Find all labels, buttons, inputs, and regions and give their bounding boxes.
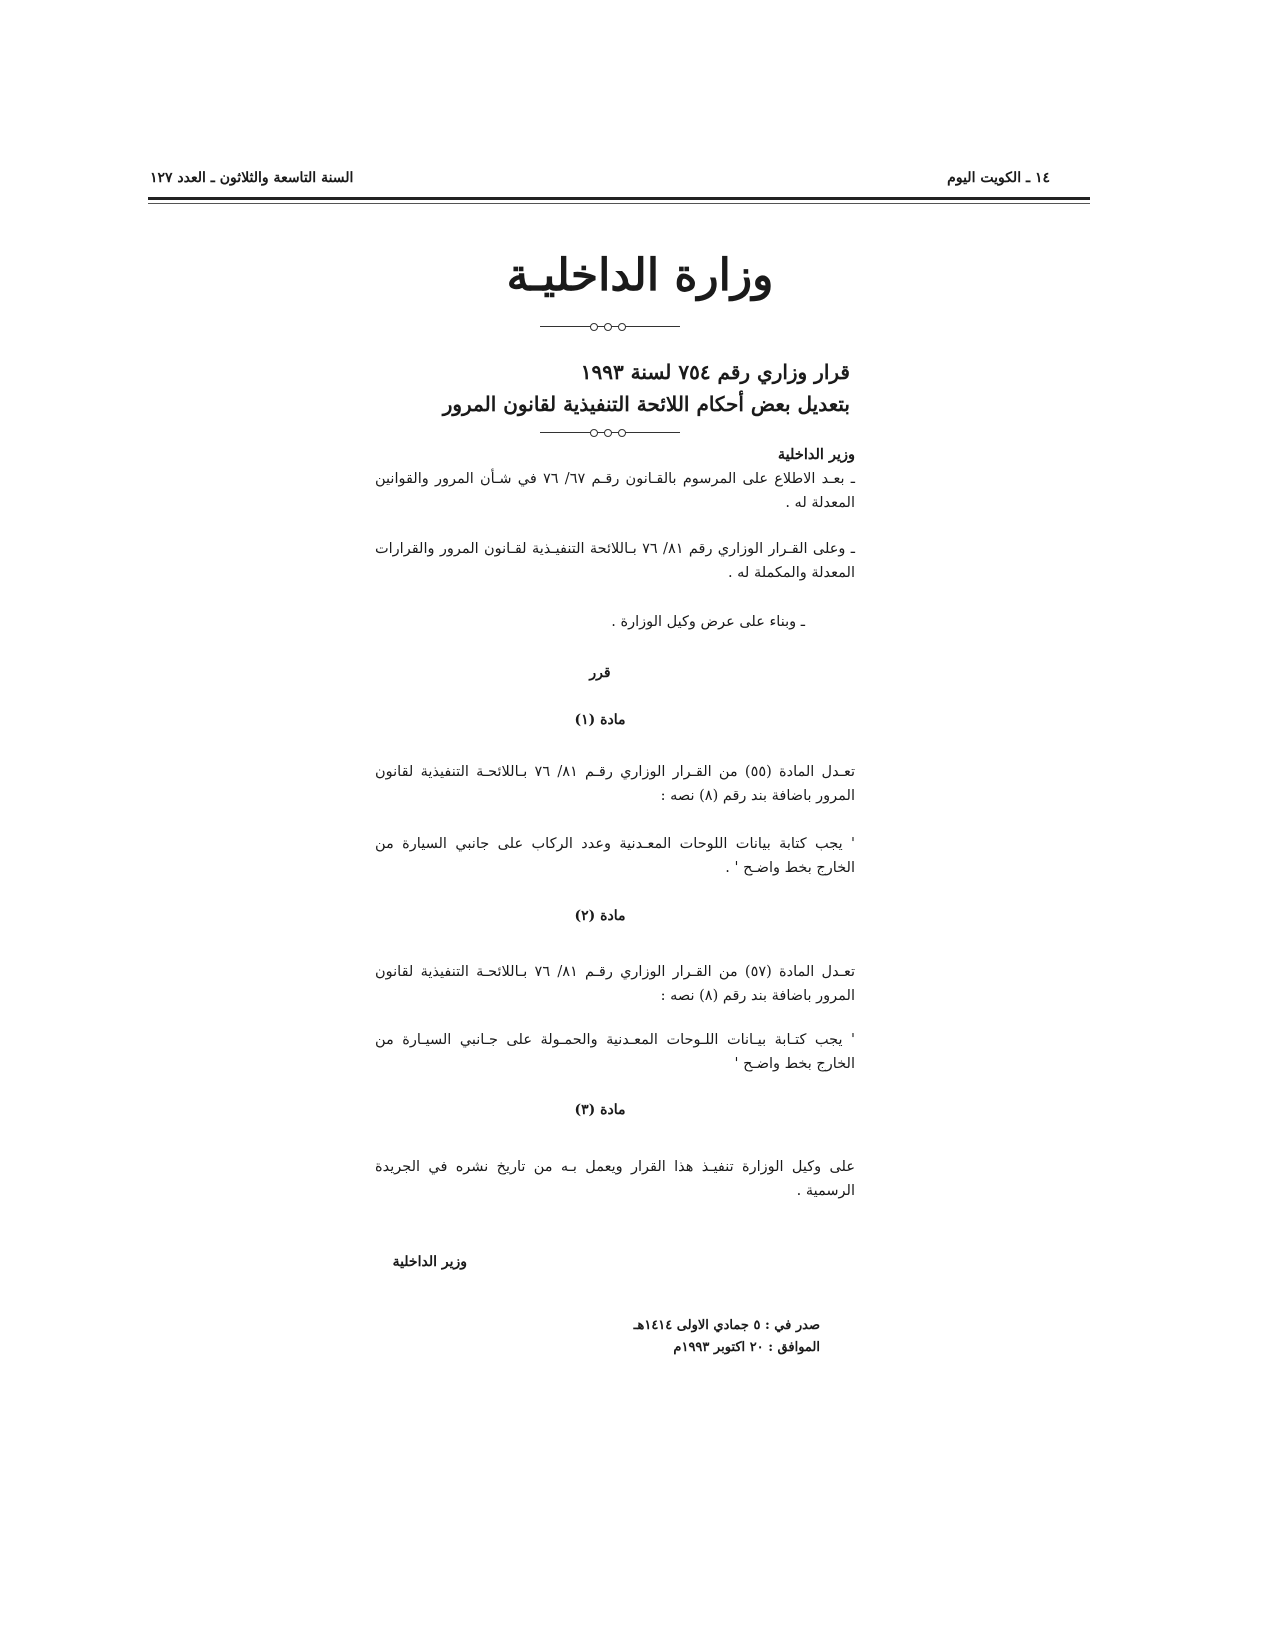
decided-heading: قرر [589,665,611,681]
article-1-quote: ' يجب كتابة بيانات اللوحات المعـدنية وعدد الركاب على جانبي السيارة من الخارج بخط واضـح ' . [375,836,855,876]
article-2-quote: ' يجب كتـابة بيـانات اللـوحات المعـدنية والحمـولة على جـانبي السيـارة من الخارج بخط واضـح ' [375,1032,855,1072]
header-rule [148,197,1090,200]
preamble-paragraph-1: ـ بعـد الاطلاع على المرسوم بالقـانون رقـم ٦٧/ ٧٦ في شـأن المرور والقوانين المعدلة له . [375,471,855,511]
signature-minister: وزير الداخلية [392,1254,467,1270]
header-rule-thin [148,203,1090,204]
preamble-minister: وزير الداخلية [777,446,855,463]
article-1-text: تعـدل المادة (٥٥) من القـرار الوزاري رقـم ٨١/ ٧٦ بـاللائحـة التنفيذية لقانون المرور باضافة بند رقم (٨) نصه : [375,764,855,804]
issued-gregorian-date: الموافق : ٢٠ اكتوبر ١٩٩٣م [673,1340,820,1355]
decision-subject: بتعديل بعض أحكام اللائحة التنفيذية لقانون المرور [442,392,850,416]
preamble-paragraph-3: ـ وبناء على عرض وكيل الوزارة . [611,614,805,630]
ministry-title: وزارة الداخليـة [506,250,774,301]
page-header-right: ١٤ ـ الكويت اليوم [947,170,1050,186]
article-2-text: تعـدل المادة (٥٧) من القـرار الوزاري رقـم ٨١/ ٧٦ بـاللائحـة التنفيذية لقانون المرور باضافة بند رقم (٨) نصه : [375,964,855,1004]
preamble-paragraph-2: ـ وعلى القـرار الوزاري رقم ٨١/ ٧٦ بـاللائحة التنفيـذية لقـانون المرور والقرارات المعدلة والمكملة له . [375,541,855,581]
decision-number: قرار وزاري رقم ٧٥٤ لسنة ١٩٩٣ [580,360,850,384]
article-3-text: على وكيل الوزارة تنفيـذ هذا القرار ويعمل بـه من تاريخ نشره في الجريدة الرسمية . [375,1159,855,1199]
issued-hijri-date: صدر في : ٥ جمادي الاولى ١٤١٤هـ [633,1318,820,1333]
page-header-left: السنة التاسعة والثلاثون ـ العدد ١٢٧ [150,170,354,186]
article-1-label: مادة (١) [574,712,626,728]
article-2-label: مادة (٢) [574,908,626,924]
article-3-label: مادة (٣) [574,1102,626,1118]
